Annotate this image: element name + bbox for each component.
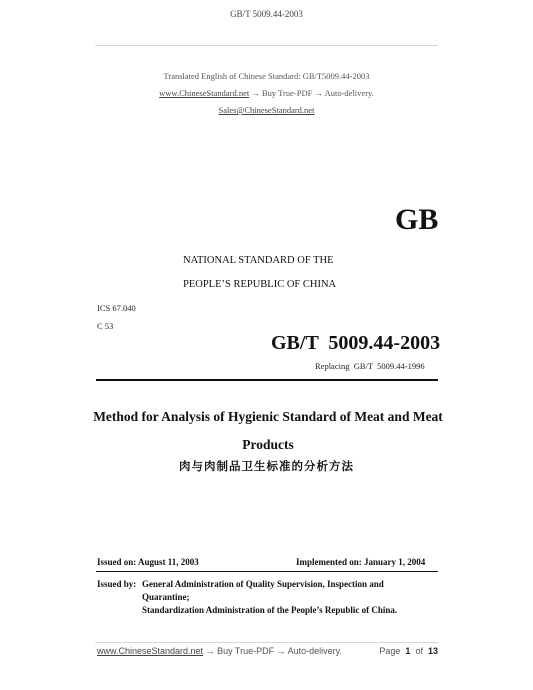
arrow-icon: →: [312, 88, 325, 98]
standard-number: GB/T 5009.44-2003: [271, 332, 441, 354]
buy-label: Buy True-PDF: [262, 88, 313, 98]
footer-site-link[interactable]: www.ChineseStandard.net: [97, 646, 204, 656]
dates-divider: [96, 571, 438, 572]
chinese-title: 肉与肉制品卫生标准的分析方法: [179, 459, 354, 473]
national-line-1: NATIONAL STANDARD OF THE: [183, 255, 334, 266]
header-divider: [95, 45, 438, 46]
title-divider: [96, 379, 438, 381]
translation-notice: [0, 68, 533, 119]
issuing-authorities: [97, 578, 447, 617]
title-line-2: Products: [242, 437, 294, 452]
issuer-line-1: General Administration of Quality Supervision, Inspection and: [142, 579, 384, 589]
chinesestandard-link[interactable]: www.ChineseStandard.net: [159, 88, 250, 98]
document-title: [90, 403, 446, 459]
gb-logo-mark: GB: [395, 203, 439, 236]
running-header: GB/T 5009.44-2003: [230, 9, 303, 19]
title-line-1: Method for Analysis of Hygienic Standard of Meat and Meat: [93, 409, 443, 424]
sales-email-link[interactable]: Sales@ChineseStandard.net: [218, 105, 315, 115]
ccs-code: C 53: [97, 321, 114, 331]
footer-purchase-text: → Buy True-PDF → Auto-delivery.: [203, 646, 342, 656]
ics-code: ICS 67.040: [97, 303, 136, 313]
translation-line: Translated English of Chinese Standard: GB/T5009.44-2003: [163, 71, 370, 81]
issued-by-label: Issued by:: [97, 579, 137, 589]
current-page: 1: [405, 646, 411, 656]
auto-delivery-label: Auto-delivery.: [324, 88, 374, 98]
purchase-line: [0, 85, 533, 102]
national-standard-heading: [183, 249, 336, 297]
classification-codes: [97, 299, 136, 335]
issued-date: Issued on: August 11, 2003: [97, 557, 199, 567]
total-pages: 13: [427, 646, 438, 656]
arrow-icon: →: [249, 88, 262, 98]
footer-divider: [95, 642, 438, 643]
replacing-note: Replacing GB/T 5009.44-1996: [315, 361, 425, 371]
national-line-2: PEOPLE’S REPUBLIC OF CHINA: [183, 279, 337, 290]
issuer-line-3: Standardization Administration of the People’s Republic of China.: [142, 605, 398, 615]
page-indicator: Page 1 of 13: [379, 646, 438, 656]
page-footer: [97, 646, 438, 656]
issuer-line-2: Quarantine;: [142, 592, 190, 602]
implemented-date: Implemented on: January 1, 2004: [296, 557, 426, 567]
